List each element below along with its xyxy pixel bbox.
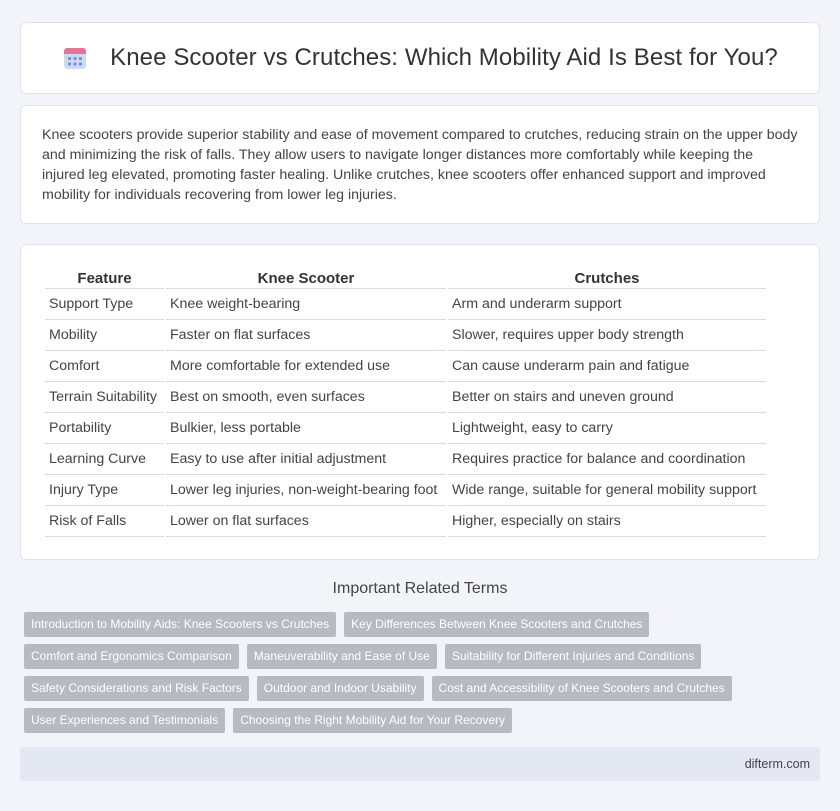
related-term-tag[interactable]: User Experiences and Testimonials — [24, 708, 225, 733]
table-row — [45, 413, 766, 444]
related-term-tag[interactable]: Safety Considerations and Risk Factors — [24, 676, 249, 701]
intro-card — [20, 105, 820, 224]
table-cell: Learning Curve — [45, 444, 164, 475]
table-row — [45, 444, 766, 475]
table-row — [45, 382, 766, 413]
table-cell: Injury Type — [45, 475, 164, 506]
table-cell: More comfortable for extended use — [166, 351, 446, 382]
table-row — [45, 320, 766, 351]
table-body — [45, 289, 766, 537]
table-cell: Requires practice for balance and coordination — [448, 444, 766, 475]
related-term-tag[interactable]: Introduction to Mobility Aids: Knee Scooters vs Crutches — [24, 612, 336, 637]
footer — [20, 747, 820, 781]
column-header-feature: Feature — [45, 267, 164, 289]
related-term-tag[interactable]: Maneuverability and Ease of Use — [247, 644, 437, 669]
table-cell: Wide range, suitable for general mobility support — [448, 475, 766, 506]
intro-text: Knee scooters provide superior stability and ease of movement compared to crutches, reducing strain on the upper body and minimizing the risk of falls. They allow users to navigate longer distances more comfortably while keeping the injured leg elevated, promoting faster healing. Unlike crutches, knee scooters offer enhanced support and improved mobility for individuals recovering from lower leg injuries. — [42, 127, 798, 203]
table-cell: Comfort — [45, 351, 164, 382]
related-term-tag[interactable]: Choosing the Right Mobility Aid for Your Recovery — [233, 708, 512, 733]
table-cell: Lightweight, easy to carry — [448, 413, 766, 444]
table-cell: Knee weight-bearing — [166, 289, 446, 320]
related-term-tag[interactable]: Suitability for Different Injuries and Conditions — [445, 644, 702, 669]
table-cell: Risk of Falls — [45, 506, 164, 537]
table-cell: Arm and underarm support — [448, 289, 766, 320]
table-cell: Lower on flat surfaces — [166, 506, 446, 537]
table-cell: Best on smooth, even surfaces — [166, 382, 446, 413]
table-cell: Terrain Suitability — [45, 382, 164, 413]
table-cell: Mobility — [45, 320, 164, 351]
header-card — [20, 22, 820, 94]
table-row — [45, 289, 766, 320]
related-term-tag[interactable]: Key Differences Between Knee Scooters and Crutches — [344, 612, 649, 637]
table-row — [45, 351, 766, 382]
related-term-tag[interactable]: Outdoor and Indoor Usability — [257, 676, 424, 701]
related-terms-title: Important Related Terms — [332, 580, 508, 597]
table-row — [45, 475, 766, 506]
table-cell: Portability — [45, 413, 164, 444]
column-header-crutches: Crutches — [448, 267, 766, 289]
table-cell: Higher, especially on stairs — [448, 506, 766, 537]
comparison-card — [20, 244, 820, 560]
table-cell: Lower leg injuries, non-weight-bearing foot — [166, 475, 446, 506]
calendar-grid-icon — [62, 45, 88, 71]
related-terms-list — [24, 612, 814, 740]
related-term-tag[interactable]: Comfort and Ergonomics Comparison — [24, 644, 239, 669]
related-term-tag[interactable]: Cost and Accessibility of Knee Scooters and Crutches — [432, 676, 732, 701]
table-cell: Support Type — [45, 289, 164, 320]
table-cell: Bulkier, less portable — [166, 413, 446, 444]
table-cell: Easy to use after initial adjustment — [166, 444, 446, 475]
footer-site[interactable]: difterm.com — [744, 757, 810, 771]
table-cell: Faster on flat surfaces — [166, 320, 446, 351]
page-title: Knee Scooter vs Crutches: Which Mobility Aid Is Best for You? — [110, 44, 778, 71]
column-header-knee-scooter: Knee Scooter — [166, 267, 446, 289]
table-header-row — [45, 267, 766, 289]
table-row — [45, 506, 766, 537]
comparison-table — [43, 267, 768, 537]
table-cell: Better on stairs and uneven ground — [448, 382, 766, 413]
table-cell: Can cause underarm pain and fatigue — [448, 351, 766, 382]
table-cell: Slower, requires upper body strength — [448, 320, 766, 351]
